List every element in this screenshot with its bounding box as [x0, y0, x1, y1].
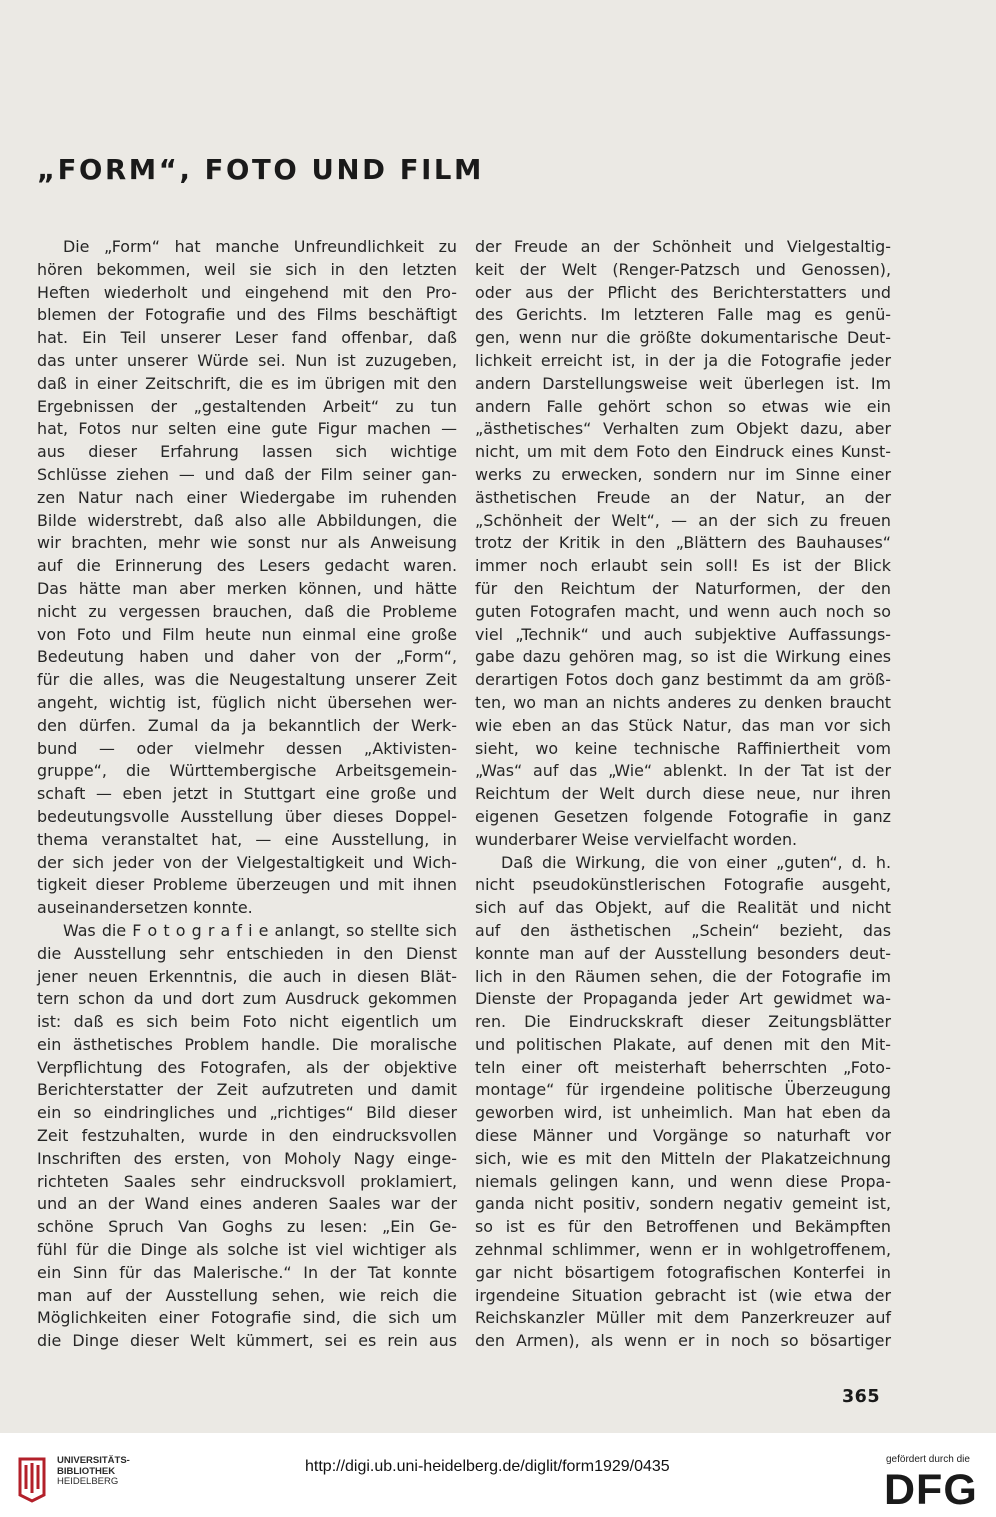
text-line: teln einer oft meisterhaft beherrschten „Foto- [475, 1057, 891, 1077]
digitization-footer [0, 1433, 996, 1517]
text-line: angeht, wichtig ist, füglich nicht übersehen wer- [37, 692, 457, 712]
text-line: tern schon da und dort zum Ausdruck gekommen [37, 989, 457, 1009]
text-line: konnte man auf der Ausstellung besonders deut- [475, 943, 891, 963]
text-line: gen, wenn nur die größte dokumentarische Deut- [475, 328, 891, 348]
text-line: wie eben an das Stück Natur, das man vor sich [475, 715, 891, 735]
text-line: nicht, um mit dem Foto den Eindruck eines Kunst- [475, 442, 891, 462]
text-line: ästhetischen Freude an der Natur, an der [475, 487, 891, 507]
text-line: Zeit festzuhalten, wurde in den eindrucksvollen [37, 1126, 457, 1146]
text-line: der Freude an der Schönheit und Vielgestaltig- [475, 237, 891, 256]
text-line: Reichskanzler Müller mit dem Panzerkreuzer auf [475, 1308, 891, 1328]
text-line: gruppe“, die Württembergische Arbeitsgemein- [37, 761, 457, 781]
text-line: hören bekommen, weil sie sich in den letzten [37, 259, 457, 279]
text-line: nicht pseudokünstlerischen Fotografie ausgeht, [475, 875, 891, 895]
text-line: Was die F o t o g r a f i e anlangt, so stellte sich [63, 920, 457, 940]
text-line: ein Sinn für das Malerische.“ In der Tat konnte [37, 1262, 457, 1282]
text-line: tigkeit dieser Probleme überzeugen und mit ihnen [37, 875, 457, 895]
text-line: irgendeine Situation gebracht ist (wie etwa der [475, 1285, 891, 1305]
text-line: hat, Fotos nur selten eine gute Figur machen — [37, 419, 457, 439]
text-line: gar nicht bösartigem fotografischen Konterfei in [475, 1262, 891, 1282]
text-line: für die alles, was die Neugestaltung unserer Zeit [37, 670, 457, 690]
text-line: fühl für die Dinge als solche ist viel wichtiger als [37, 1240, 457, 1260]
text-line: den dürfen. Zumal da ja bekanntlich der Werk- [37, 715, 457, 735]
text-line: oder aus der Pflicht des Berichterstatters und [475, 282, 891, 302]
text-line: bedeutungsvolle Ausstellung über dieses Doppel- [37, 806, 457, 826]
text-line: Heften wiederholt und eingehend mit den Pro- [37, 282, 457, 302]
text-line: und politischen Plakate, auf denen mit den Mit- [475, 1034, 891, 1054]
text-line: und an der Wand eines anderen Saales war der [37, 1194, 457, 1214]
source-url-link[interactable]: http://digi.ub.uni-heidelberg.de/diglit/form1929/0435 [305, 1458, 670, 1475]
text-line: ren. Die Eindruckskraft dieser Zeitungsblätter [475, 1012, 891, 1032]
dfg-logo: DFG [884, 1466, 978, 1514]
text-line: auseinandersetzen konnte. [37, 898, 253, 918]
text-line: montage“ für irgendeine politische Überzeugung [475, 1080, 891, 1100]
text-line: schöne Spruch Van Goghs zu lesen: „Ein Ge- [37, 1217, 457, 1237]
text-line: auf die Erinnerung des Lesers gedacht waren. [37, 556, 457, 576]
text-line: die Dinge dieser Welt kümmert, sei es rein aus [37, 1331, 457, 1351]
text-line: lich in den Räumen sehen, die der Fotografie im [475, 966, 891, 986]
text-line: ganda nicht positiv, sondern negativ gemeint ist, [475, 1194, 891, 1214]
text-line: Daß die Wirkung, die von einer „guten“, d. h. [501, 852, 891, 872]
text-line: ein ästhetisches Problem handle. Die moralische [37, 1034, 457, 1054]
text-line: viel „Technik“ und auch subjektive Auffassungs- [475, 624, 891, 644]
text-line: Möglichkeiten einer Fotografie sind, die sich um [37, 1308, 457, 1328]
text-column-left [37, 236, 457, 1353]
text-line: ten, wo man an nichts anderes zu denken braucht [475, 692, 891, 712]
text-line: von Foto und Film heute nun einmal eine große [37, 624, 457, 644]
text-line: keit der Welt (Renger-Patzsch und Genossen), [475, 259, 891, 279]
text-line: auf den ästhetischen „Schein“ bezieht, das [475, 920, 891, 940]
text-line: Bedeutung haben und daher von der „Form“, [37, 647, 457, 667]
text-line: so ist es für den Betroffenen und Bekämpften [475, 1217, 891, 1237]
university-library-logo-icon [12, 1455, 52, 1503]
text-line: blemen der Fotografie und des Films beschäftigt [37, 305, 457, 325]
text-line: werks zu erwecken, sondern nur im Sinne einer [475, 464, 891, 484]
text-line: Ergebnissen der „gestaltenden Arbeit“ zu tun [37, 396, 457, 416]
text-line: guten Fotografen macht, und wenn auch noch so [475, 601, 891, 621]
text-line: derartigen Fotos doch ganz bestimmt da am größ- [475, 670, 891, 690]
text-line: niemals gelingen kann, und wenn diese Propa- [475, 1171, 891, 1191]
text-line: aus dieser Erfahrung lassen sich wichtige [37, 442, 457, 462]
text-line: den Armen), als wenn er in noch so bösartiger [475, 1331, 891, 1351]
text-line: bund — oder vielmehr dessen „Aktivisten- [37, 738, 457, 758]
text-line: Das hätte man aber merken können, und hätte [37, 578, 457, 598]
text-line: andern Darstellungsweise weit überlegen ist. Im [475, 373, 891, 393]
text-line: gabe dazu gehören mag, so ist die Wirkung eines [475, 647, 891, 667]
text-line: des Gerichts. Im letzteren Falle mag es genü- [475, 305, 891, 325]
text-line: daß in einer Zeitschrift, die es im übrigen mit den [37, 373, 457, 393]
text-line: wir brachten, mehr wie sonst nur als Anweisung [37, 533, 457, 553]
text-line: Schlüsse ziehen — und daß der Film seiner gan- [37, 464, 457, 484]
text-line: sieht, wo keine technische Raffiniertheit vom [475, 738, 891, 758]
text-line: richteten Saales sehr eindrucksvoll proklamiert, [37, 1171, 457, 1191]
text-line: Bilde widerstrebt, daß also alle Abbildungen, die [37, 510, 457, 530]
text-line: schaft — eben jetzt in Stuttgart eine große und [37, 784, 457, 804]
funded-by-label: gefördert durch die [886, 1454, 970, 1465]
text-line: sich auf das Objekt, auf die Realität und nicht [475, 898, 891, 918]
text-line: „ästhetisches“ Verhalten zum Objekt dazu, aber [475, 419, 891, 439]
library-name-line: UNIVERSITÄTS- [57, 1455, 130, 1466]
text-line: für den Reichtum der Naturformen, der den [475, 578, 891, 598]
text-line: ist: daß es sich beim Foto nicht eigentlich um [37, 1012, 457, 1032]
text-line: lichkeit erreicht ist, in der ja die Fotografie jeder [475, 350, 891, 370]
text-line: Die „Form“ hat manche Unfreundlichkeit zu [63, 237, 457, 256]
text-line: nicht zu vergessen brauchen, daß die Probleme [37, 601, 457, 621]
text-line: eigenen Gesetzen folgende Fotografie in ganz [475, 806, 891, 826]
text-line: man auf der Ausstellung sehen, wie reich die [37, 1285, 457, 1305]
text-line: Inschriften des ersten, von Moholy Nagy einge- [37, 1148, 457, 1168]
text-line: Verpflichtung des Fotografen, als der objektive [37, 1057, 457, 1077]
text-line: zehnmal schlimmer, wenn er in wohlgetroffenem, [475, 1240, 891, 1260]
library-name-line: HEIDELBERG [57, 1476, 119, 1487]
library-name [57, 1456, 130, 1488]
text-line: der sich jeder von der Vielgestaltigkeit und Wich- [37, 852, 457, 872]
text-line: wunderbarer Weise vervielfacht worden. [475, 829, 798, 849]
text-line: thema veranstaltet hat, — eine Ausstellung, in [37, 829, 457, 849]
text-line: immer noch erlaubt sein soll! Es ist der Blick [475, 556, 891, 576]
page-number: 365 [842, 1387, 881, 1407]
text-line: hat. Ein Teil unserer Leser fand offenbar, daß [37, 328, 457, 348]
text-line: „Was“ auf das „Wie“ ablenkt. In der Tat ist der [475, 761, 891, 781]
text-line: „Schönheit der Welt“, — an der sich zu freuen [475, 510, 891, 530]
text-line: Dienste der Propaganda jeder Art gewidmet wa- [475, 989, 891, 1009]
text-column-right [475, 236, 891, 1353]
article-title: „FORM“, FOTO UND FILM [37, 154, 484, 186]
text-line: jener neuen Erkenntnis, die auch in diesen Blät- [37, 966, 457, 986]
text-line: trotz der Kritik in den „Blättern des Bauhauses“ [475, 533, 891, 553]
text-line: diese Männer und Vorgänge so naturhaft vor [475, 1126, 891, 1146]
text-line: andern Falle gehört schon so etwas wie ein [475, 396, 891, 416]
text-line: ein so eindringliches und „richtiges“ Bild dieser [37, 1103, 457, 1123]
text-line: zen Natur nach einer Wiedergabe im ruhenden [37, 487, 457, 507]
text-line: sich, wie es mit den Mitteln der Plakatzeichnung [475, 1148, 891, 1168]
text-line: die Ausstellung sehr entschieden in den Dienst [37, 943, 457, 963]
text-line: das unter unserer Würde sei. Nun ist zuzugeben, [37, 350, 457, 370]
text-line: Berichterstatter der Zeit aufzutreten und damit [37, 1080, 457, 1100]
text-line: Reichtum der Welt durch diese neue, nur ihren [475, 784, 891, 804]
library-name-line: BIBLIOTHEK [57, 1465, 116, 1477]
text-line: geworben wird, ist unheimlich. Man hat eben da [475, 1103, 891, 1123]
